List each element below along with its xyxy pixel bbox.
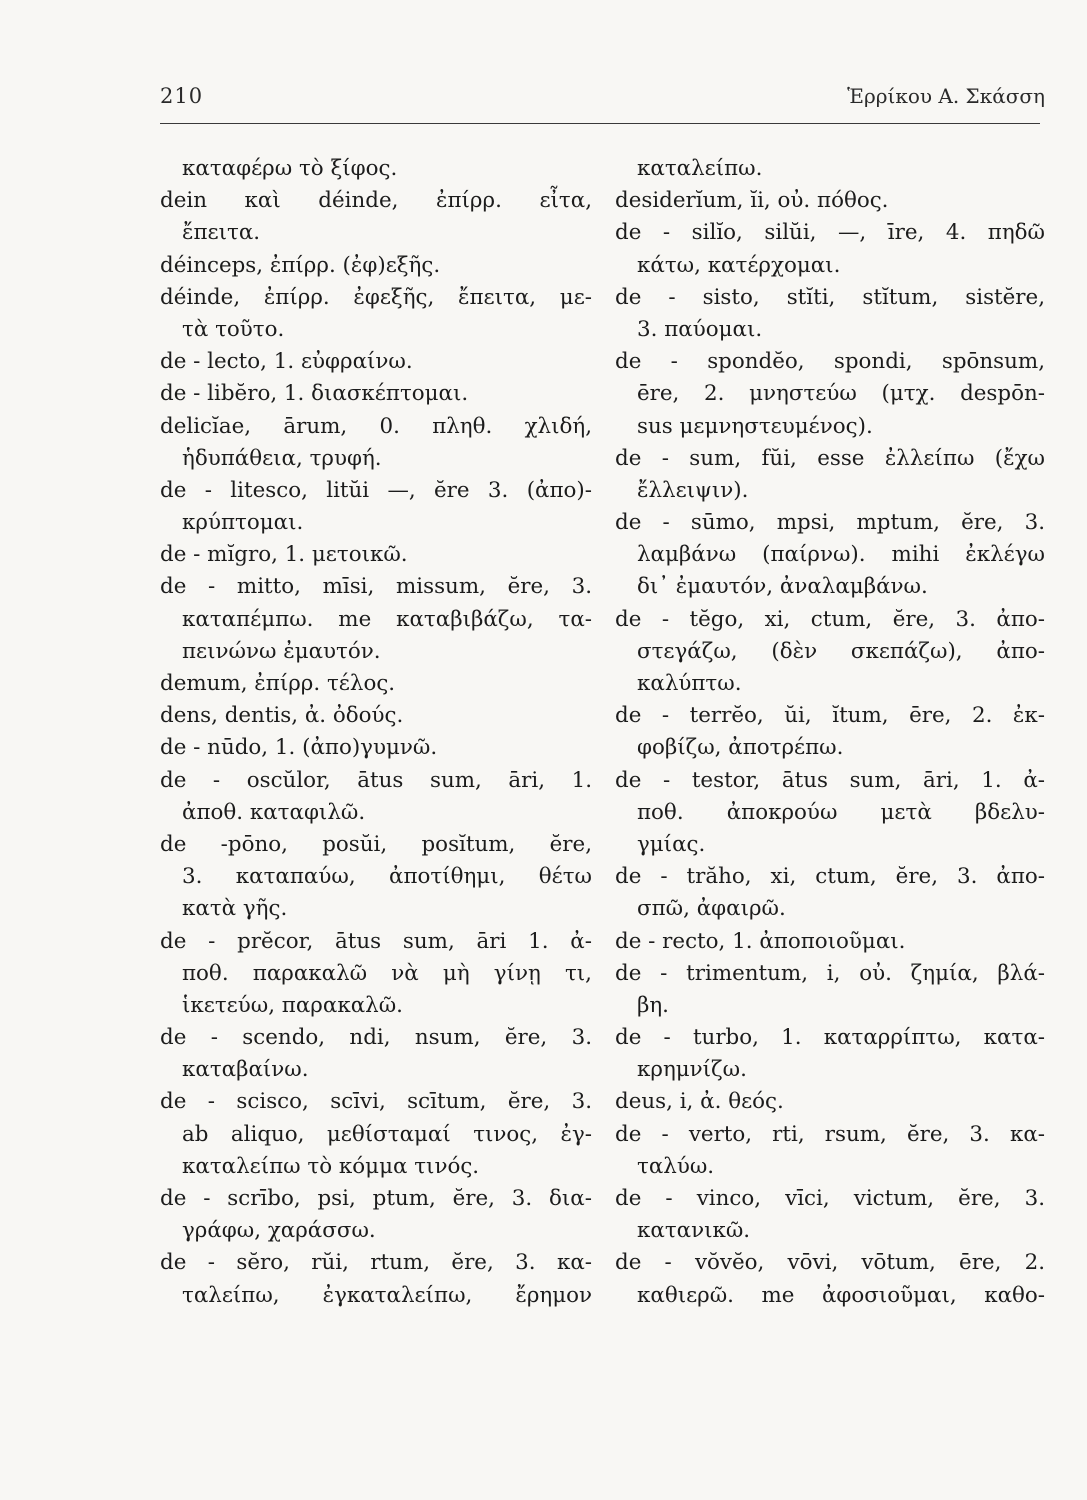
entry-line: de - recto, 1. ἀποποιοῦμαι.: [615, 928, 906, 954]
entry-line: dens, dentis, ἀ. ὀδούς.: [160, 703, 404, 729]
entry-line: βη.: [637, 992, 669, 1018]
entry-line: τὰ τοῦτο.: [182, 316, 285, 342]
running-title: Ἑρρίκου Α. Σκάσση: [847, 84, 1045, 108]
entry-line: de - tĕgo, xi, ctum, ĕre, 3. ἀπο-: [615, 606, 1045, 632]
entry-line: de - trăho, xi, ctum, ĕre, 3. ἀπο-: [615, 864, 1045, 890]
entry-line: 3. παύομαι.: [637, 316, 763, 342]
entry-line: ποθ. ἀποκρούω μετὰ βδελυ-: [637, 799, 1045, 825]
entry-line: de - oscŭlor, ātus sum, āri, 1.: [160, 767, 592, 793]
entry-line: καταλείπω τὸ κόμμα τινός.: [182, 1153, 480, 1179]
entry-line: de - vinco, vīci, victum, ĕre, 3.: [615, 1186, 1045, 1211]
entry-line: déinceps, ἐπίρρ. (ἐφ)εξῆς.: [160, 252, 441, 278]
entry-line: dein καὶ déinde, ἐπίρρ. εἶτα,: [160, 188, 592, 214]
entry-line: de - trimentum, i, οὐ. ζημία, βλά-: [615, 960, 1045, 986]
entry-line: σπῶ, ἀφαιρῶ.: [637, 896, 786, 922]
entry-line: delicĭae, ārum, 0. πληθ. χλιδή,: [160, 413, 592, 439]
entry-line: déinde, ἐπίρρ. ἐφεξῆς, ἔπειτα, με-: [160, 284, 592, 310]
entry-line: κάτω, κατέρχομαι.: [637, 252, 841, 278]
entry-line: λαμβάνω (παίρνω). mihi ἐκλέγω: [637, 542, 1045, 568]
entry-line: de - terrĕo, ŭi, ĭtum, ēre, 2. ἐκ-: [615, 703, 1045, 729]
entry-line: καταπέμπω. me καταβιβάζω, τα-: [182, 606, 592, 632]
entry-line: κατανικῶ.: [637, 1218, 751, 1244]
entry-line: de - sum, fŭi, esse ἐλλείπω (ἔχω: [615, 445, 1045, 471]
entry-line: κρημνίζω.: [637, 1057, 747, 1083]
page-header: [160, 84, 1045, 120]
entry-line: καλύπτω.: [637, 671, 742, 696]
entry-line: de - lecto, 1. εὐφραίνω.: [160, 349, 413, 375]
entry-line: στεγάζω, (δὲν σκεπάζω), ἀπο-: [637, 638, 1045, 664]
left-column: [160, 153, 592, 1312]
entry-line: de - turbo, 1. καταρρίπτω, κατα-: [615, 1025, 1045, 1051]
entry-line: de - libĕro, 1. διασκέπτομαι.: [160, 381, 469, 407]
entry-line: de - spondĕo, spondi, spōnsum,: [615, 349, 1045, 375]
entry-line: de - nūdo, 1. (ἀπο)γυμνῶ.: [160, 735, 438, 761]
entry-line: δι᾽ ἐμαυτόν, ἀναλαμβάνω.: [637, 574, 928, 600]
entry-line: ποθ. παρακαλῶ νὰ μὴ γίνῃ τι,: [182, 960, 592, 986]
entry-line: desiderĭum, ĭi, οὐ. πόθος.: [615, 188, 889, 214]
entry-line: sus μεμνηστευμένος).: [637, 413, 873, 439]
entry-line: de - testor, ātus sum, āri, 1. ἀ-: [615, 767, 1045, 793]
entry-line: καταλείπω.: [637, 156, 763, 181]
entry-line: de - litesco, litŭi —, ĕre 3. (ἀπο)-: [160, 477, 592, 503]
entry-line: de -pōno, posŭi, posĭtum, ĕre,: [160, 831, 592, 857]
entry-line: φοβίζω, ἀποτρέπω.: [637, 735, 844, 761]
entry-line: demum, ἐπίρρ. τέλος.: [160, 671, 396, 696]
right-column: [615, 153, 1045, 1312]
entry-line: κατὰ γῆς.: [182, 896, 288, 922]
entry-line: de - verto, rti, rsum, ĕre, 3. κα-: [615, 1121, 1045, 1147]
entry-line: de - mitto, mīsi, missum, ĕre, 3.: [160, 574, 592, 600]
entry-line: de - prĕcor, ātus sum, āri 1. ἀ-: [160, 928, 592, 954]
entry-line: de - silĭo, silŭi, —, īre, 4. πηδῶ: [615, 220, 1045, 246]
entry-line: de - sĕro, rŭi, rtum, ĕre, 3. κα-: [160, 1250, 592, 1276]
entry-line: ἀποθ. καταφιλῶ.: [182, 799, 366, 825]
entry-line: de - sisto, stĭti, stĭtum, sistĕre,: [615, 284, 1045, 310]
entry-line: κρύπτομαι.: [182, 510, 304, 536]
entry-line: de - scendo, ndi, nsum, ĕre, 3.: [160, 1025, 592, 1051]
entry-line: ταλείπω, ἐγκαταλείπω, ἔρημον: [182, 1282, 592, 1308]
page-number: 210: [160, 84, 204, 108]
entry-line: ἱκετεύω, παρακαλῶ.: [182, 992, 403, 1018]
entry-line: ἔλλειψιν).: [637, 477, 749, 503]
entry-line: 3. καταπαύω, ἀποτίθημι, θέτω: [182, 864, 592, 890]
entry-line: de - scisco, scīvi, scītum, ĕre, 3.: [160, 1089, 592, 1115]
entry-line: ēre, 2. μνηστεύω (μτχ. despōn-: [637, 381, 1045, 407]
entry-line: καθιερῶ. me ἀφοσιοῦμαι, καθο-: [637, 1282, 1045, 1308]
entry-line: ab aliquo, μεθίσταμαί τινος, ἐγ-: [182, 1121, 592, 1147]
entry-line: deus, i, ἀ. θεός.: [615, 1089, 784, 1115]
entry-line: de - scrībo, psi, ptum, ĕre, 3. δια-: [160, 1186, 592, 1211]
entry-line: de - sūmo, mpsi, mptum, ĕre, 3.: [615, 510, 1045, 536]
entry-line: γμίας.: [637, 831, 706, 857]
entry-line: πεινώνω ἐμαυτόν.: [182, 638, 381, 664]
entry-line: de - mĭgro, 1. μετοικῶ.: [160, 542, 408, 568]
entry-line: γράφω, χαράσσω.: [182, 1218, 376, 1244]
entry-line: ταλύω.: [637, 1153, 715, 1179]
entry-line: ἔπειτα.: [182, 220, 261, 246]
entry-line: ἡδυπάθεια, τρυφή.: [182, 445, 382, 471]
entry-line: καταφέρω τὸ ξίφος.: [182, 156, 398, 181]
entry-line: de - vŏvĕo, vōvi, vōtum, ēre, 2.: [615, 1250, 1045, 1276]
header-divider: [160, 123, 1040, 124]
entry-line: καταβαίνω.: [182, 1057, 309, 1083]
